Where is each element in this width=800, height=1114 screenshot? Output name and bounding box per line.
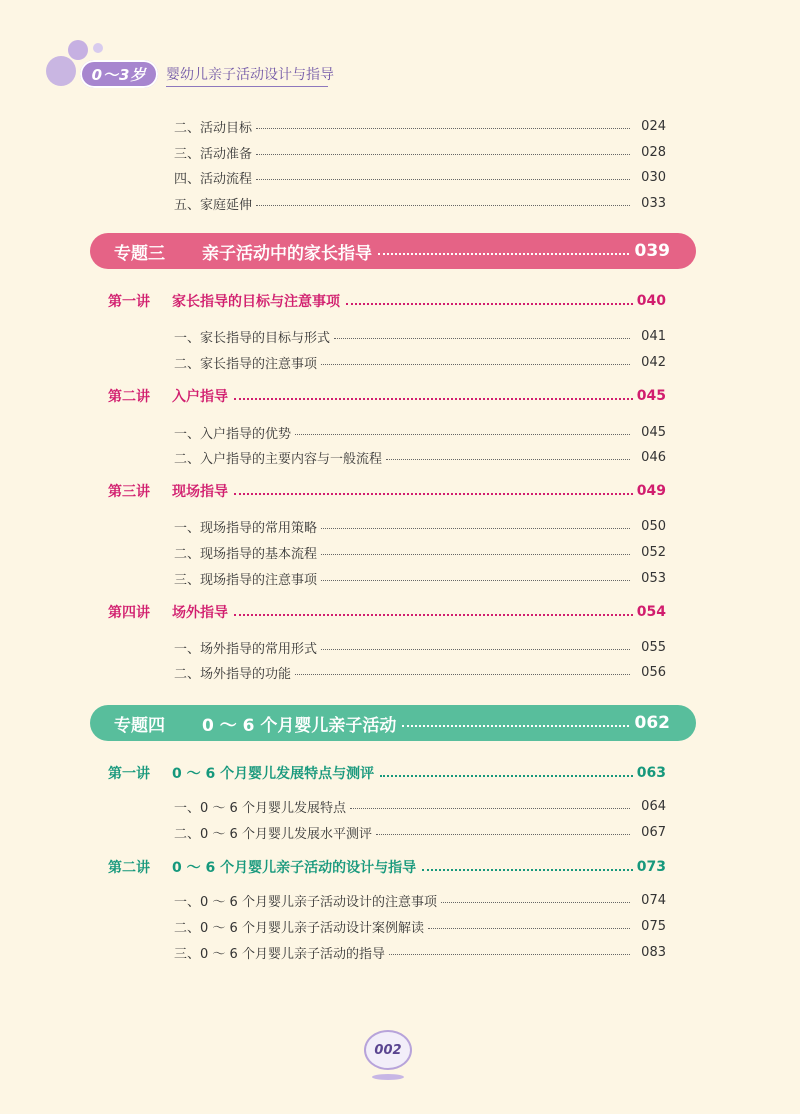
entry-title: 四、活动流程 bbox=[174, 171, 253, 187]
topic-3-heading[interactable] bbox=[90, 233, 696, 269]
lecture-page: 045 bbox=[636, 388, 666, 404]
dot-leader bbox=[380, 775, 633, 777]
dot-leader bbox=[428, 928, 630, 929]
toc-entry[interactable] bbox=[174, 942, 666, 962]
entry-page: 041 bbox=[641, 328, 666, 344]
entry-page: 030 bbox=[641, 169, 666, 185]
lecture-heading[interactable] bbox=[108, 480, 666, 502]
entry-page: 056 bbox=[641, 664, 666, 680]
book-title: 婴幼儿亲子活动设计与指导 bbox=[166, 67, 334, 83]
toc-entry[interactable] bbox=[174, 637, 666, 657]
lecture-heading[interactable] bbox=[108, 290, 666, 312]
decorative-bubble bbox=[46, 56, 76, 86]
lecture-page: 040 bbox=[636, 293, 666, 309]
entry-page: 067 bbox=[641, 824, 666, 840]
dot-leader bbox=[402, 725, 628, 727]
topic-number: 专题四 bbox=[114, 715, 165, 736]
entry-title: 二、0 ～ 6 个月婴儿发展水平测评 bbox=[174, 826, 372, 842]
page-number-badge bbox=[360, 1028, 416, 1088]
lecture-title: 家长指导的目标与注意事项 bbox=[172, 294, 340, 310]
entry-title: 一、0 ～ 6 个月婴儿发展特点 bbox=[174, 800, 346, 816]
dot-leader bbox=[321, 364, 630, 365]
page-number: 002 bbox=[364, 1030, 412, 1070]
dot-leader bbox=[350, 808, 630, 809]
dot-leader bbox=[256, 154, 630, 155]
toc-entry[interactable] bbox=[174, 352, 666, 372]
toc-entry[interactable] bbox=[174, 796, 666, 816]
lecture-number: 第二讲 bbox=[108, 860, 150, 876]
dot-leader bbox=[295, 674, 630, 675]
toc-entry[interactable] bbox=[174, 516, 666, 536]
toc-entry[interactable] bbox=[174, 568, 666, 588]
page-number-shadow bbox=[372, 1074, 404, 1080]
entry-page: 033 bbox=[641, 195, 666, 211]
lecture-page: 073 bbox=[636, 859, 666, 875]
entry-page: 028 bbox=[641, 144, 666, 160]
entry-title: 二、0 ～ 6 个月婴儿亲子活动设计案例解读 bbox=[174, 920, 424, 936]
toc-entry[interactable] bbox=[174, 422, 666, 442]
entry-title: 二、活动目标 bbox=[174, 120, 253, 136]
dot-leader bbox=[256, 205, 630, 206]
toc-entry[interactable] bbox=[174, 890, 666, 910]
header-underline bbox=[166, 86, 328, 87]
entry-page: 046 bbox=[641, 449, 666, 465]
dot-leader bbox=[321, 649, 630, 650]
dot-leader bbox=[256, 179, 630, 180]
topic-page: 062 bbox=[634, 713, 670, 733]
entry-title: 一、现场指导的常用策略 bbox=[174, 520, 318, 536]
dot-leader bbox=[334, 338, 630, 339]
toc-entry[interactable] bbox=[174, 167, 666, 187]
entry-page: 024 bbox=[641, 118, 666, 134]
lecture-number: 第四讲 bbox=[108, 605, 150, 621]
entry-page: 050 bbox=[641, 518, 666, 534]
lecture-title: 场外指导 bbox=[172, 605, 228, 621]
lecture-number: 第二讲 bbox=[108, 389, 150, 405]
decorative-bubble bbox=[93, 43, 103, 53]
entry-title: 二、现场指导的基本流程 bbox=[174, 546, 318, 562]
decorative-bubble bbox=[68, 40, 88, 60]
entry-page: 055 bbox=[641, 639, 666, 655]
entry-title: 二、入户指导的主要内容与一般流程 bbox=[174, 451, 383, 467]
lecture-title: 0 ～ 6 个月婴儿发展特点与测评 bbox=[172, 766, 375, 782]
lecture-heading[interactable] bbox=[108, 856, 666, 878]
dot-leader bbox=[346, 303, 633, 305]
lecture-number: 第三讲 bbox=[108, 484, 150, 500]
dot-leader bbox=[389, 954, 630, 955]
topic-4-heading[interactable] bbox=[90, 705, 696, 741]
entry-page: 074 bbox=[641, 892, 666, 908]
dot-leader bbox=[321, 554, 630, 555]
lecture-heading[interactable] bbox=[108, 601, 666, 623]
lecture-heading[interactable] bbox=[108, 385, 666, 407]
lecture-title: 入户指导 bbox=[172, 389, 228, 405]
lecture-page: 054 bbox=[636, 604, 666, 620]
entry-title: 三、现场指导的注意事项 bbox=[174, 572, 318, 588]
dot-leader bbox=[321, 528, 630, 529]
dot-leader bbox=[386, 459, 630, 460]
toc-entry[interactable] bbox=[174, 916, 666, 936]
toc-entry[interactable] bbox=[174, 662, 666, 682]
entry-title: 一、0 ～ 6 个月婴儿亲子活动设计的注意事项 bbox=[174, 894, 437, 910]
toc-entry[interactable] bbox=[174, 142, 666, 162]
entry-page: 083 bbox=[641, 944, 666, 960]
entry-page: 064 bbox=[641, 798, 666, 814]
entry-title: 二、场外指导的功能 bbox=[174, 666, 292, 682]
entry-title: 二、家长指导的注意事项 bbox=[174, 356, 318, 372]
topic-number: 专题三 bbox=[114, 243, 165, 264]
lecture-number: 第一讲 bbox=[108, 766, 150, 782]
entry-page: 053 bbox=[641, 570, 666, 586]
lecture-page: 049 bbox=[636, 483, 666, 499]
toc-entry[interactable] bbox=[174, 822, 666, 842]
dot-leader bbox=[321, 580, 630, 581]
entry-page: 042 bbox=[641, 354, 666, 370]
entry-page: 052 bbox=[641, 544, 666, 560]
dot-leader bbox=[376, 834, 630, 835]
lecture-page: 063 bbox=[636, 765, 666, 781]
dot-leader bbox=[422, 869, 633, 871]
toc-entry[interactable] bbox=[174, 326, 666, 346]
topic-title: 0 ～ 6 个月婴儿亲子活动 bbox=[202, 715, 397, 736]
dot-leader bbox=[295, 434, 630, 435]
dot-leader bbox=[378, 253, 629, 255]
entry-title: 一、场外指导的常用形式 bbox=[174, 641, 318, 657]
dot-leader bbox=[234, 614, 633, 616]
age-badge: 0～3岁 bbox=[80, 60, 158, 88]
lecture-title: 0 ～ 6 个月婴儿亲子活动的设计与指导 bbox=[172, 860, 417, 876]
toc-entry[interactable] bbox=[174, 116, 666, 136]
toc-entry[interactable] bbox=[174, 447, 666, 467]
dot-leader bbox=[256, 128, 630, 129]
entry-title: 三、活动准备 bbox=[174, 146, 253, 162]
entry-title: 三、0 ～ 6 个月婴儿亲子活动的指导 bbox=[174, 946, 385, 962]
entry-page: 075 bbox=[641, 918, 666, 934]
dot-leader bbox=[441, 902, 630, 903]
dot-leader bbox=[234, 398, 633, 400]
lecture-heading[interactable] bbox=[108, 762, 666, 784]
lecture-number: 第一讲 bbox=[108, 294, 150, 310]
entry-title: 五、家庭延伸 bbox=[174, 197, 253, 213]
toc-entry[interactable] bbox=[174, 193, 666, 213]
dot-leader bbox=[234, 493, 633, 495]
topic-page: 039 bbox=[634, 241, 670, 261]
running-header bbox=[0, 0, 800, 100]
entry-title: 一、入户指导的优势 bbox=[174, 426, 292, 442]
toc-entry[interactable] bbox=[174, 542, 666, 562]
lecture-title: 现场指导 bbox=[172, 484, 228, 500]
entry-page: 045 bbox=[641, 424, 666, 440]
entry-title: 一、家长指导的目标与形式 bbox=[174, 330, 331, 346]
topic-title: 亲子活动中的家长指导 bbox=[202, 243, 372, 264]
